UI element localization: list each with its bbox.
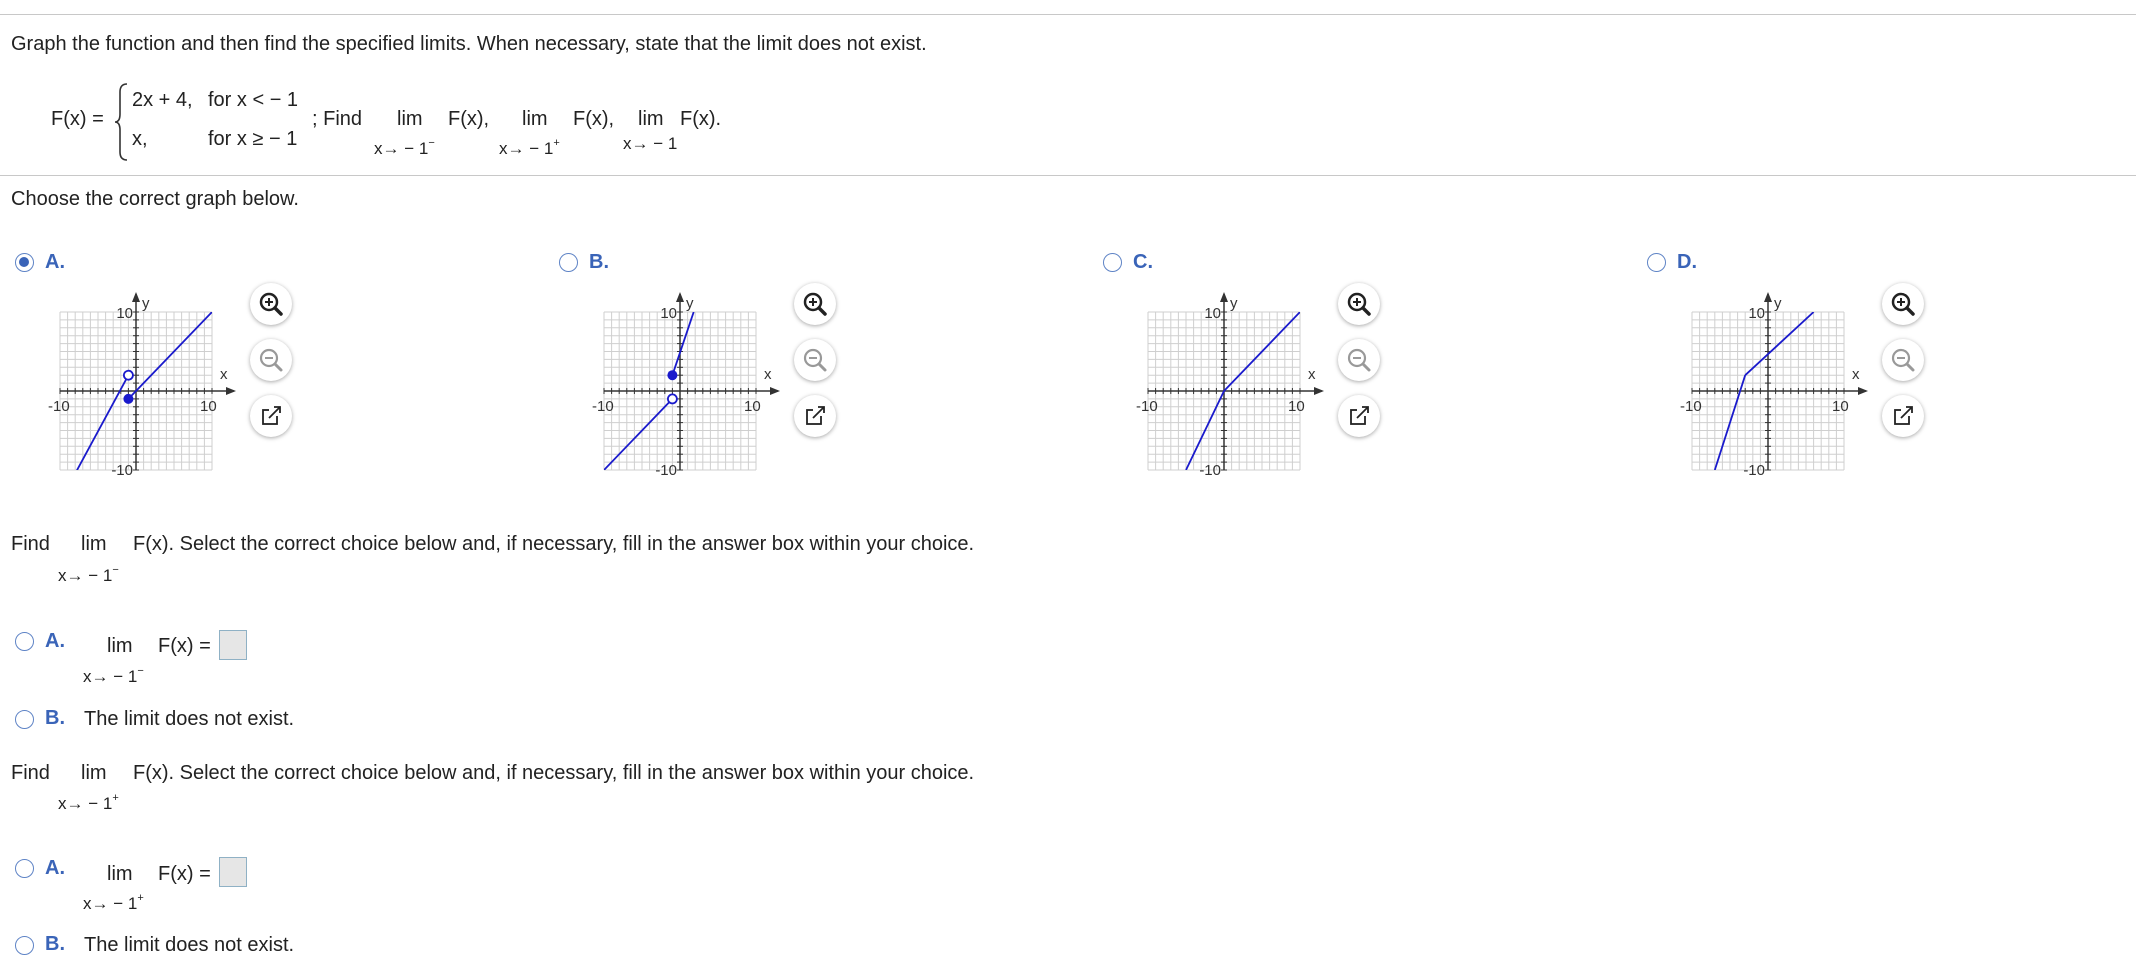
graph-option-b-popout-button[interactable] [794,395,836,437]
graph-option-c-zoom-out-button[interactable] [1338,339,1380,381]
zoom-in-icon [250,283,292,325]
graph-option-d-zoom-in-button[interactable] [1882,283,1924,325]
limit1-lim: lim [397,108,423,130]
x-axis-label: x [764,366,772,383]
graph-option-b-zoom-in-button[interactable] [794,283,836,325]
x-axis-arrow-icon [226,387,236,395]
instruction-text: Graph the function and then find the specified limits. When necessary, state that the limit does not exist. [11,33,927,55]
x-tick-10: 10 [744,398,761,415]
y-tick-10: 10 [1204,305,1221,322]
limit2-subscript: x→ − 1+ [499,137,560,158]
open-point [124,371,133,380]
part2-answer-box[interactable] [219,857,247,887]
case2-condition: for x ≥ − 1 [208,128,298,150]
graph-option-c-plot [1088,282,1338,482]
part1-subscript: x→ − 1− [58,564,119,585]
x-tick-neg10: -10 [1680,398,1702,415]
graph-option-b-radio[interactable] [559,253,578,272]
part2-option-a-letter: A. [45,857,65,879]
function-name: F(x) = [51,108,104,130]
graph-option-d-popout-button[interactable] [1882,395,1924,437]
part1-option-b-letter: B. [45,707,65,729]
y-axis-arrow-icon [1220,292,1228,302]
external-link-icon [250,395,292,437]
part1-option-b-radio[interactable] [15,710,34,729]
y-tick-neg10: -10 [1199,462,1221,479]
part1-prompt: F(x). Select the correct choice below and, if necessary, fill in the answer box within your choice. [133,533,975,555]
x-axis-arrow-icon [1314,387,1324,395]
graph-option-c-zoom-in-button[interactable] [1338,283,1380,325]
graph-option-c-letter: C. [1133,251,1153,273]
external-link-icon [1338,395,1380,437]
part2-prompt: F(x). Select the correct choice below and, if necessary, fill in the answer box within your choice. [133,762,975,784]
part1-option-a-function: F(x) = [158,635,211,657]
x-tick-neg10: -10 [1136,398,1158,415]
graph-option-d-plot [1632,282,1882,482]
graph-prompt: Choose the correct graph below. [11,188,299,210]
graph-option-a-radio[interactable] [15,253,34,272]
y-tick-10: 10 [660,305,677,322]
closed-point [123,394,133,404]
part1-option-b-text: The limit does not exist. [84,708,295,730]
zoom-in-icon [1338,283,1380,325]
graph-option-a-plot [0,282,250,482]
top-divider [0,14,2136,15]
part1-option-a-radio[interactable] [15,632,34,651]
y-tick-neg10: -10 [111,462,133,479]
limit1-subscript: x→ − 1− [374,137,435,158]
case1-condition: for x < − 1 [208,89,299,111]
graph-option-a-zoom-in-button[interactable] [250,283,292,325]
limit2-lim: lim [522,108,548,130]
y-tick-10: 10 [1748,305,1765,322]
x-tick-neg10: -10 [592,398,614,415]
graph-option-d-zoom-out-button[interactable] [1882,339,1924,381]
left-brace-icon [114,82,130,162]
y-axis-arrow-icon [1764,292,1772,302]
zoom-out-icon [1338,339,1380,381]
part1-lim: lim [81,533,107,555]
limit1-function: F(x), [448,108,490,130]
limit3-function: F(x). [680,108,722,130]
y-axis-arrow-icon [132,292,140,302]
curve-segment-1 [604,399,672,470]
graph-option-b-letter: B. [589,251,609,273]
x-tick-10: 10 [200,398,217,415]
closed-point [667,370,677,380]
graph-option-d-radio[interactable] [1647,253,1666,272]
x-tick-10: 10 [1832,398,1849,415]
x-axis-arrow-icon [1858,387,1868,395]
graph-option-a-zoom-out-button[interactable] [250,339,292,381]
y-axis-arrow-icon [676,292,684,302]
zoom-out-icon [250,339,292,381]
part2-option-a-function: F(x) = [158,863,211,885]
part2-subscript: x→ − 1+ [58,792,119,813]
limit3-subscript: x→ − 1 [623,134,678,153]
y-axis-label: y [1774,295,1782,312]
external-link-icon [794,395,836,437]
zoom-out-icon [1882,339,1924,381]
find-label: ; Find [312,108,363,130]
part1-answer-box[interactable] [219,630,247,660]
graph-option-b-plot [544,282,794,482]
graph-option-a-popout-button[interactable] [250,395,292,437]
part1-option-a-subscript: x→ − 1− [83,665,144,686]
part2-option-a-lim: lim [107,863,133,885]
part2-option-b-letter: B. [45,933,65,955]
x-axis-label: x [1852,366,1860,383]
x-tick-10: 10 [1288,398,1305,415]
external-link-icon [1882,395,1924,437]
zoom-out-icon [794,339,836,381]
part2-find: Find [11,762,50,784]
part2-option-a-subscript: x→ − 1+ [83,892,144,913]
limit2-function: F(x), [573,108,615,130]
y-tick-neg10: -10 [655,462,677,479]
case2-expression: x, [132,128,148,150]
zoom-in-icon [794,283,836,325]
y-axis-label: y [142,295,150,312]
x-axis-arrow-icon [770,387,780,395]
x-tick-neg10: -10 [48,398,70,415]
part1-find: Find [11,533,50,555]
limit3-lim: lim [638,108,664,130]
graph-option-d-letter: D. [1677,251,1697,273]
open-point [668,394,677,403]
y-axis-label: y [1230,295,1238,312]
graph-option-a-letter: A. [45,251,65,273]
part2-option-b-text: The limit does not exist. [84,934,295,956]
x-axis-label: x [220,366,228,383]
part2-option-b-radio[interactable] [15,936,34,955]
part2-option-a-radio[interactable] [15,859,34,878]
part1-option-a-letter: A. [45,630,65,652]
section-divider [0,175,2136,176]
case1-expression: 2x + 4, [132,89,193,111]
x-axis-label: x [1308,366,1316,383]
graph-option-c-radio[interactable] [1103,253,1122,272]
y-tick-neg10: -10 [1743,462,1765,479]
y-axis-label: y [686,295,694,312]
zoom-in-icon [1882,283,1924,325]
part2-lim: lim [81,762,107,784]
part1-option-a-lim: lim [107,635,133,657]
graph-option-b-zoom-out-button[interactable] [794,339,836,381]
curve-segment-2 [128,312,212,399]
y-tick-10: 10 [116,305,133,322]
graph-option-c-popout-button[interactable] [1338,395,1380,437]
